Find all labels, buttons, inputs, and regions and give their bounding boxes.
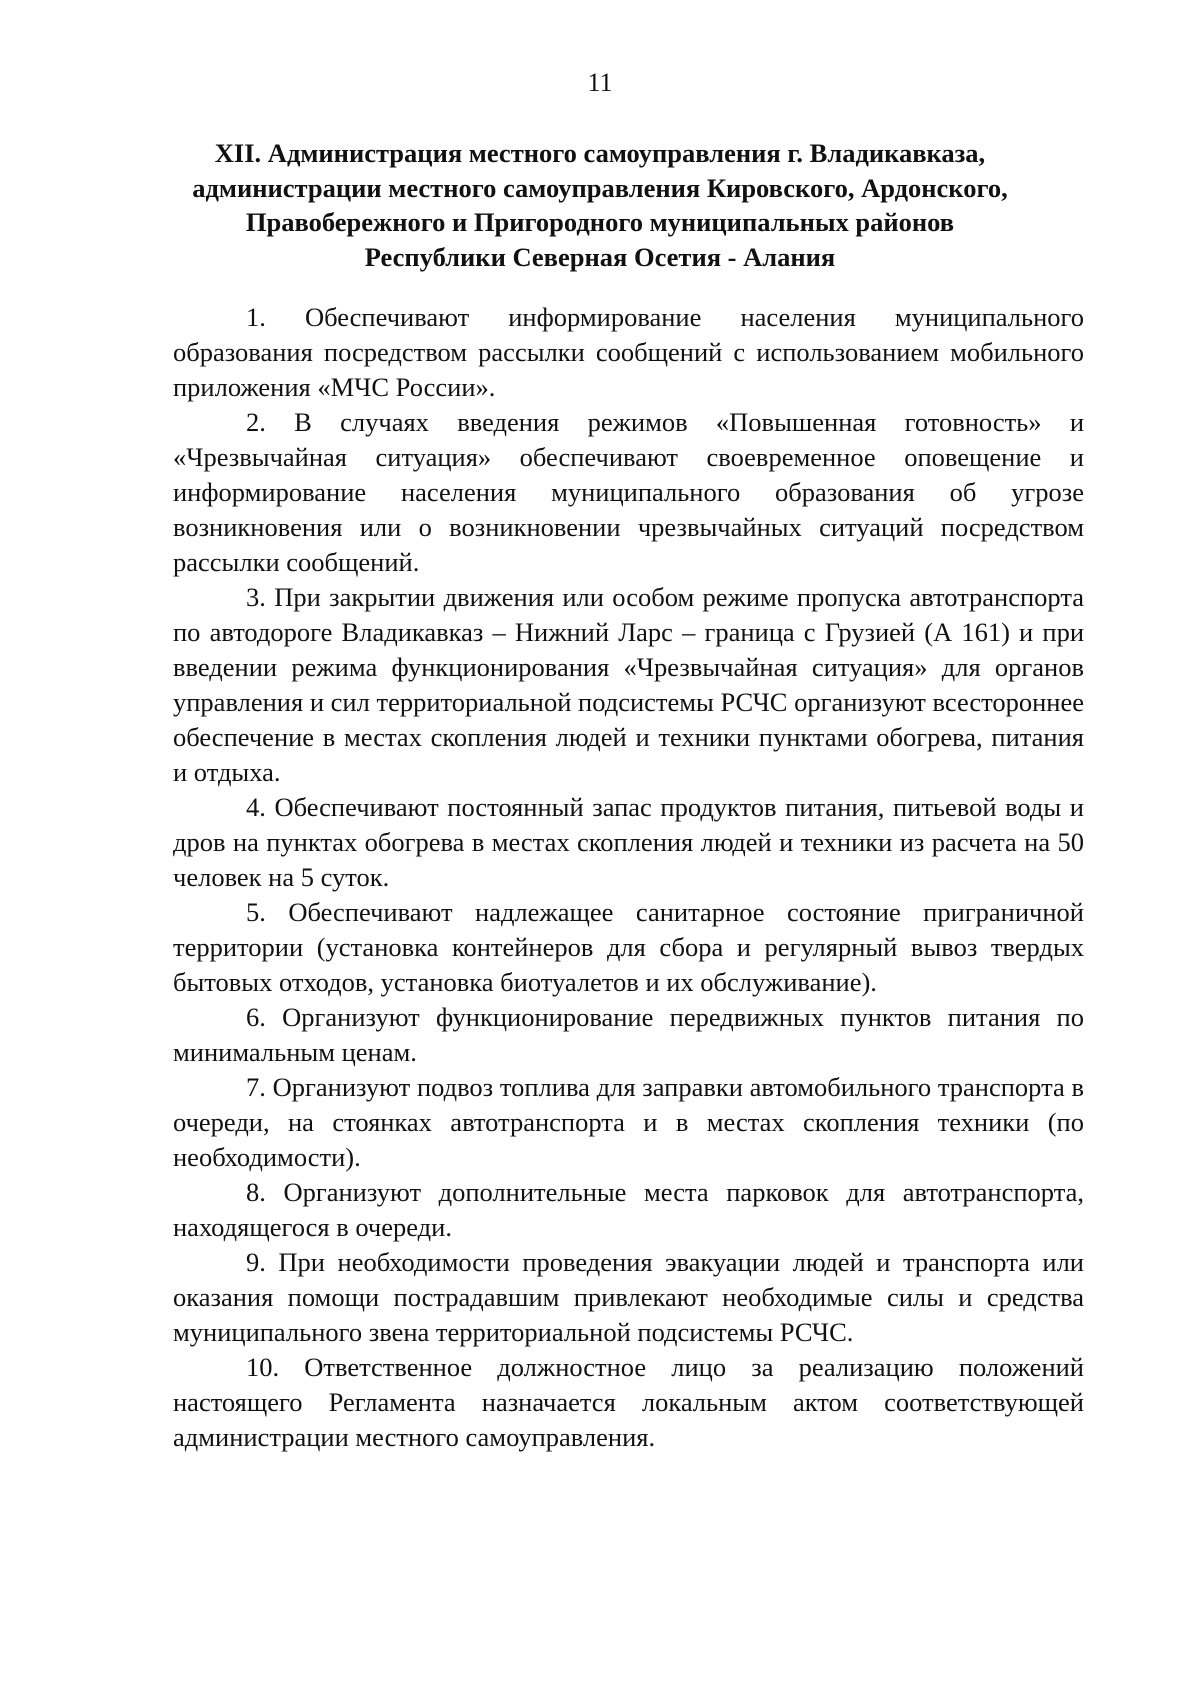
- paragraph-9: 9. При необходимости проведения эвакуации людей и транспорта или оказания помощи пострадавшим привлекают необходимые силы и средства муниципального звена территориальной подсистемы РСЧС.: [173, 1247, 1084, 1347]
- section-heading: [160, 136, 1040, 274]
- paragraph-4: 4. Обеспечивают постоянный запас продуктов питания, питьевой воды и дров на пунктах обогрева в местах скопления людей и техники из расчета на 50 человек на 5 суток.: [173, 792, 1084, 892]
- heading-line: Республики Северная Осетия - Алания: [364, 241, 836, 272]
- paragraph-2: 2. В случаях введения режимов «Повышенная готовность» и «Чрезвычайная ситуация» обеспечивают своевременное оповещение и информирование населения муниципального образования об угрозе возникновения или о возникновении чрезвычайных ситуаций посредством рассылки сообщений.: [173, 407, 1084, 577]
- paragraph-10: 10. Ответственное должностное лицо за реализацию положений настоящего Регламента назначается локальным актом соответствующей администрации местного самоуправления.: [173, 1352, 1084, 1452]
- paragraph-3: 3. При закрытии движения или особом режиме пропуска автотранспорта по автодороге Владикавказ – Нижний Ларс – граница с Грузией (А 161) и при введении режима функционирования «Чрезвычайная ситуация» для органов управления и сил территориальной подсистемы РСЧС организуют всестороннее обеспечение в местах скопления людей и техники пунктами обогрева, питания и отдыха.: [173, 582, 1084, 787]
- page-number: 11: [587, 68, 613, 97]
- heading-line: Правобережного и Пригородного муниципальных районов: [245, 207, 955, 237]
- heading-line: администрации местного самоуправления Кировского, Ардонского,: [192, 172, 1008, 203]
- heading-line: XII. Администрация местного самоуправления г. Владикавказа,: [214, 138, 986, 168]
- paragraph-1: 1. Обеспечивают информирование населения муниципального образования посредством рассылки сообщений с использованием мобильного приложения «МЧС России».: [173, 302, 1084, 402]
- body-text: [173, 300, 1084, 1455]
- paragraph-6: 6. Организуют функционирование передвижных пунктов питания по минимальным ценам.: [173, 1002, 1084, 1067]
- paragraph-8: 8. Организуют дополнительные места парковок для автотранспорта, находящегося в очереди.: [173, 1177, 1084, 1242]
- paragraph-7: 7. Организуют подвоз топлива для заправки автомобильного транспорта в очереди, на стоянках автотранспорта и в местах скопления техники (по необходимости).: [173, 1072, 1084, 1172]
- paragraph-5: 5. Обеспечивают надлежащее санитарное состояние приграничной территории (установка контейнеров для сбора и регулярный вывоз твердых бытовых отходов, установка биотуалетов и их обслуживание).: [173, 897, 1084, 997]
